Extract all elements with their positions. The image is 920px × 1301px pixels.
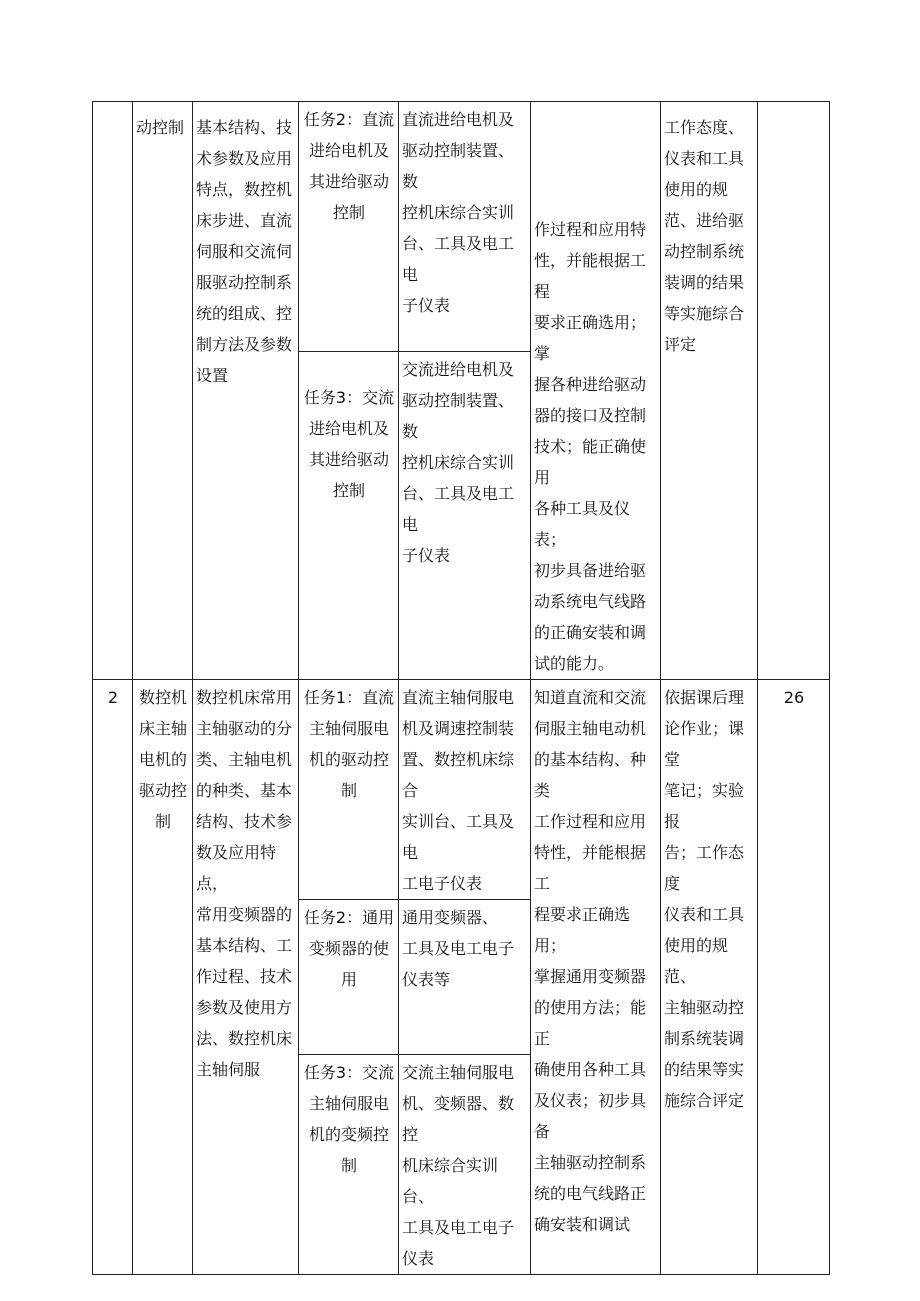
task-conditions-cell: 直流主轴伺服电 机及调速控制装 置、数控机床综合 实训台、工具及电 工电子仪表 bbox=[399, 680, 531, 900]
task-name-cell: 任务2：通用 变频器的使 用 bbox=[299, 900, 399, 1055]
index-cell bbox=[93, 102, 133, 680]
assessment-cell: 工作态度、 仪表和工具 使用的规 范、进给驱 动控制系统 装调的结果 等实施综合 评定 bbox=[661, 102, 758, 680]
course-table bbox=[92, 101, 830, 1275]
task-name-cell: 任务3：交流 主轴伺服电 机的变频控 制 bbox=[299, 1055, 399, 1275]
index-cell: 2 bbox=[93, 680, 133, 1275]
module-cell: 数控机 床主轴 电机的 驱动控 制 bbox=[133, 680, 193, 1275]
task-conditions-cell: 交流进给电机及 驱动控制装置、数 控机床综合实训 台、工具及电工电 子仪表 bbox=[399, 352, 531, 680]
table-row bbox=[93, 102, 830, 352]
content-cell: 数控机床常用 主轴驱动的分 类、主轴电机 的种类、基本 结构、技术参 数及应用特点， 常用变频器的 基本结构、工 作过程、技术 参数及使用方 法、数控机床 主轴伺服 bbox=[193, 680, 299, 1275]
requirements-cell: 知道直流和交流 伺服主轴电动机 的基本结构、种类 工作过程和应用 特性，并能根据工 程要求正确选用； 掌握通用变频器 的使用方法；能正 确使用各种工具 及仪表；初步具备 主轴驱动控制系 统的电气线路正 确安装和调试 bbox=[531, 680, 661, 1275]
task-name-cell: 任务2：直流 进给电机及 其进给驱动 控制 bbox=[299, 102, 399, 352]
hours-cell: 26 bbox=[758, 680, 830, 1275]
task-conditions-cell: 通用变频器、 工具及电工电子 仪表等 bbox=[399, 900, 531, 1055]
task-name-cell: 任务3：交流 进给电机及 其进给驱动 控制 bbox=[299, 352, 399, 680]
module-cell: 动控制 bbox=[133, 102, 193, 680]
task-name-cell: 任务1：直流 主轴伺服电 机的驱动控 制 bbox=[299, 680, 399, 900]
hours-cell bbox=[758, 102, 830, 680]
task-conditions-cell: 直流进给电机及 驱动控制装置、数 控机床综合实训 台、工具及电工电 子仪表 bbox=[399, 102, 531, 352]
assessment-cell: 依据课后理 论作业；课堂 笔记；实验报 告；工作态度 仪表和工具 使用的规范、 主轴驱动控 制系统装调 的结果等实 施综合评定 bbox=[661, 680, 758, 1275]
task-conditions-cell: 交流主轴伺服电 机、变频器、数控 机床综合实训台、 工具及电工电子 仪表 bbox=[399, 1055, 531, 1275]
table-row bbox=[93, 680, 830, 900]
requirements-cell: 作过程和应用特 性，并能根据工程 要求正确选用；掌 握各种进给驱动 器的接口及控制 技术；能正确使用 各种工具及仪表； 初步具备进给驱 动系统电气线路 的正确安装和调 试的能力。 bbox=[531, 102, 661, 680]
content-cell: 基本结构、技 术参数及应用 特点，数控机 床步进、直流 伺服和交流伺 服驱动控制系 统的组成、控 制方法及参数 设置 bbox=[193, 102, 299, 680]
